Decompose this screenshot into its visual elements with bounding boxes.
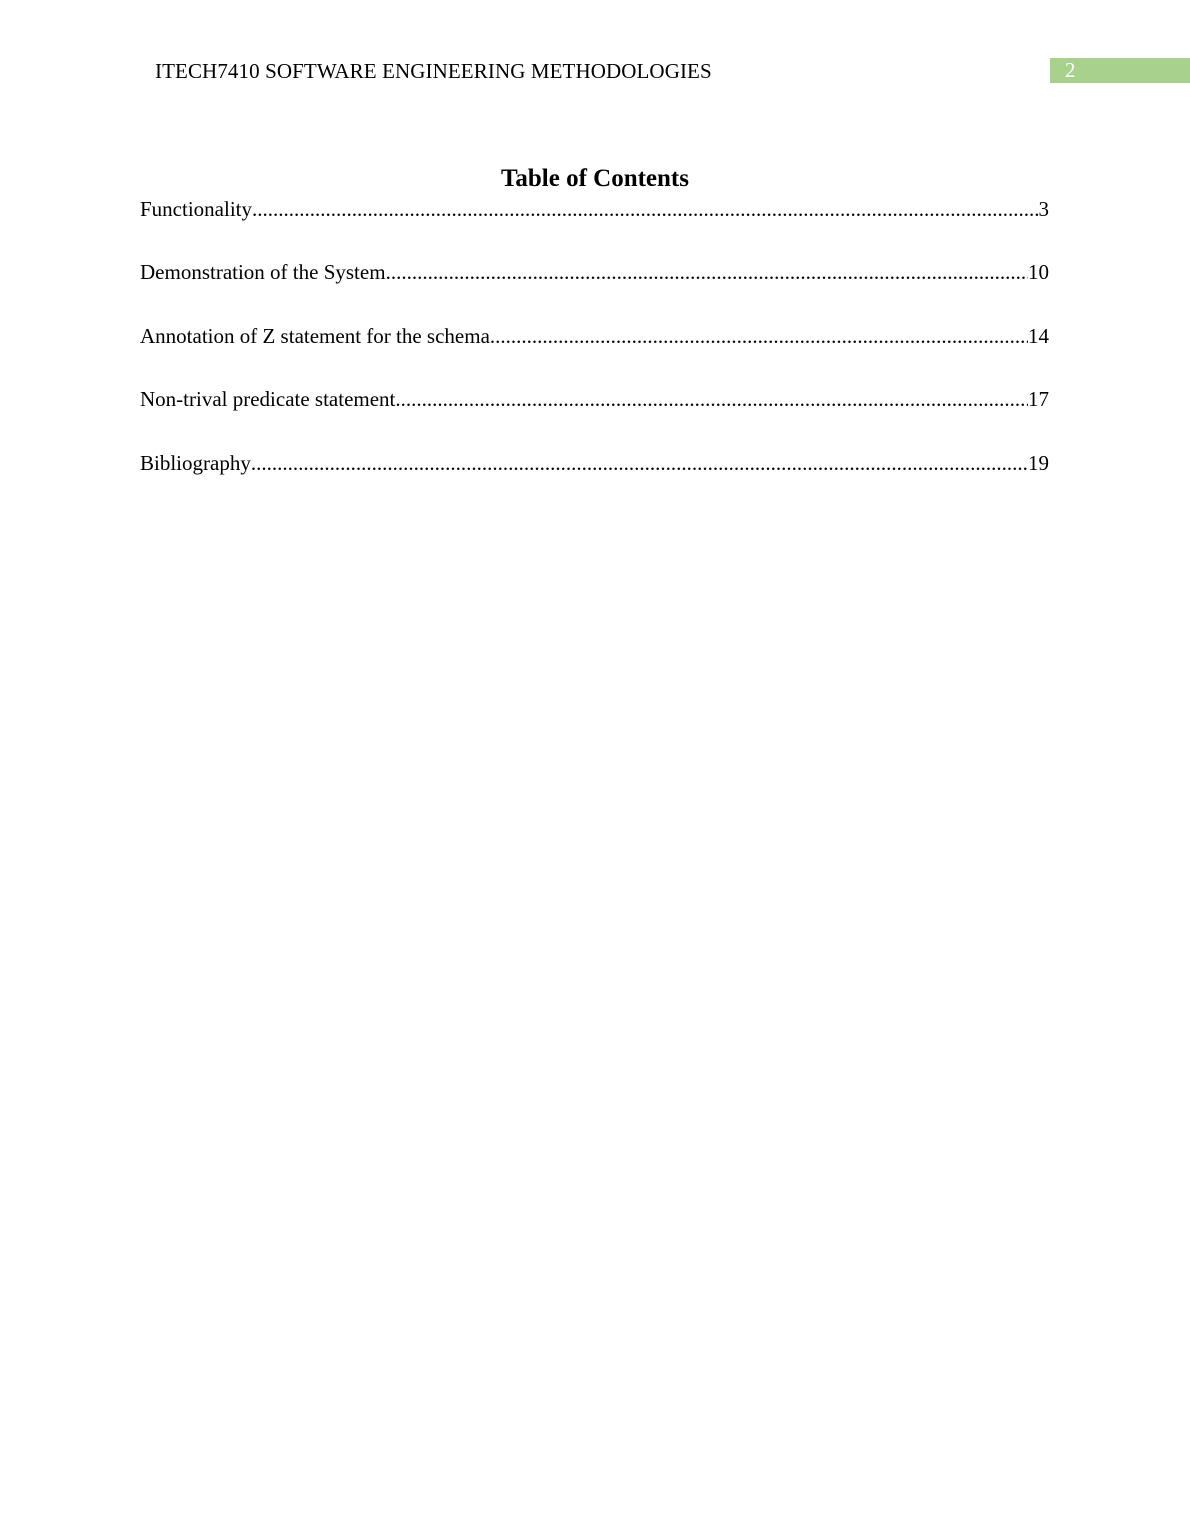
- page-number-badge: [1050, 58, 1190, 83]
- toc-entry-page: 3: [1038, 197, 1049, 221]
- toc-entry-title: Non-trival predicate statement: [140, 387, 396, 412]
- toc-dot-leader: [386, 257, 1028, 287]
- toc-dot-leader: [251, 448, 1028, 478]
- toc-entry-demonstration[interactable]: [140, 257, 1049, 320]
- toc-list: [140, 194, 1049, 511]
- toc-entry-title: Demonstration of the System: [140, 260, 386, 285]
- toc-entry-annotation[interactable]: [140, 321, 1049, 384]
- toc-entry-title: Bibliography: [140, 450, 251, 475]
- running-header-title: ITECH7410 SOFTWARE ENGINEERING METHODOLOGIES: [155, 59, 712, 83]
- toc-entry-title: Annotation of Z statement for the schema: [140, 323, 490, 348]
- toc-dot-leader: [252, 194, 1039, 224]
- toc-entry-page: 19: [1028, 450, 1049, 475]
- toc-dot-leader: [395, 384, 1028, 414]
- toc-entry-page: 10: [1028, 260, 1049, 285]
- toc-entry-bibliography[interactable]: [140, 448, 1049, 511]
- toc-entry-predicate[interactable]: [140, 384, 1049, 447]
- toc-entry-functionality[interactable]: [140, 194, 1049, 257]
- page-number: 2: [1065, 58, 1076, 82]
- toc-heading: Table of Contents: [501, 165, 689, 192]
- toc-entry-page: 17: [1028, 387, 1049, 412]
- toc-entry-title: Functionality: [140, 197, 252, 221]
- toc-dot-leader: [490, 321, 1028, 351]
- toc-entry-page: 14: [1028, 323, 1049, 348]
